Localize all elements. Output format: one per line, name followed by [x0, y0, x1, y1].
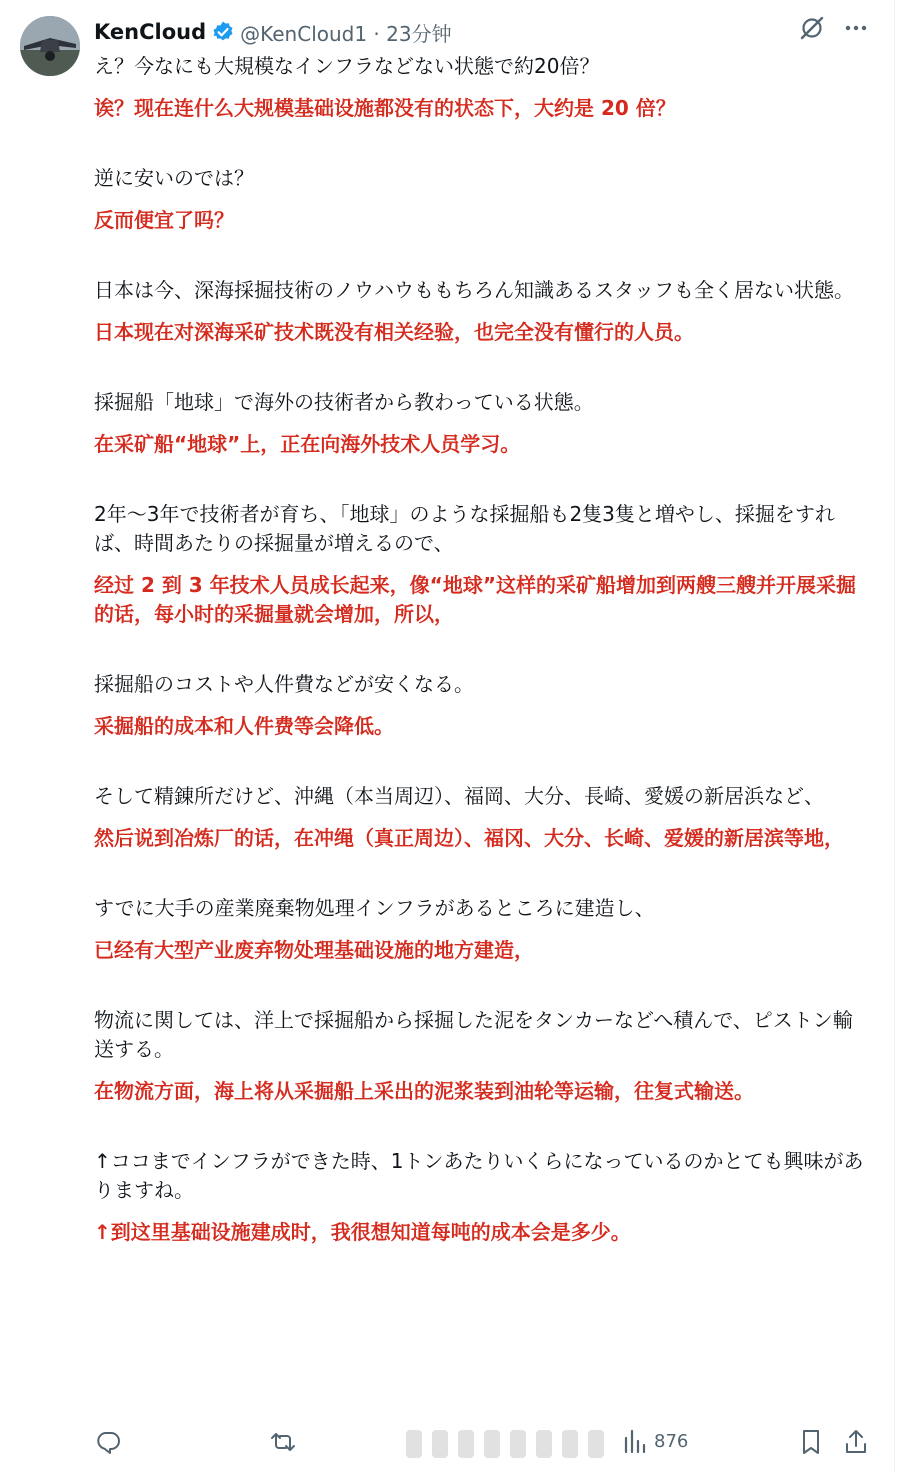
tweet-action-bar	[94, 1428, 874, 1462]
tweet-body	[94, 52, 872, 1247]
tweet-text-jp: 採掘船のコストや人件費などが安くなる。	[94, 672, 474, 696]
tweet-text-zh-translation: 采掘船的成本和人件费等会降低。	[94, 714, 394, 738]
avatar[interactable]	[20, 16, 80, 76]
handle-and-time[interactable]: @KenCloud1 · 23分钟	[240, 21, 452, 46]
tweet-text-jp: 逆に安いのでは？	[94, 166, 254, 190]
tweet-text-jp: 物流に関しては、洋上で採掘船から採掘した泥をタンカーなどへ積んで、ピストン輸送する。	[94, 1008, 853, 1061]
tweet-text-jp: 2年〜3年で技術者が育ち、「地球」のような採掘船も2隻3隻と増やし、採掘をすれば、時間あたりの採掘量が増えるので、	[94, 502, 835, 555]
bookmark-button[interactable]	[798, 1428, 824, 1456]
tweet-text-zh-translation: 反而便宜了吗？	[94, 208, 234, 232]
retweet-button[interactable]	[268, 1428, 298, 1456]
tweet-text-zh-translation: 然后说到冶炼厂的话，在冲绳（真正周边）、福冈、大分、长崎、爱媛的新居滨等地，	[94, 826, 844, 850]
author-name[interactable]: KenCloud	[94, 20, 207, 44]
reply-button[interactable]	[94, 1428, 122, 1456]
tweet-text-zh-translation: 经过 2 到 3 年技术人员成长起来，像“地球”这样的采矿船增加到两艘三艘并开展采掘的话，每小时的采掘量就会增加，所以，	[94, 573, 856, 626]
tweet-text-zh-translation: 已经有大型产业废弃物处理基础设施的地方建造，	[94, 938, 534, 962]
share-icon	[843, 1428, 869, 1456]
reply-icon	[94, 1428, 122, 1456]
tweet-text-jp: 採掘船「地球」で海外の技術者から教わっている状態。	[94, 390, 594, 414]
verified-badge-icon	[211, 20, 235, 44]
avatar-image	[20, 16, 80, 76]
tweet-text-jp: そして精錬所だけど、沖縄（本当周辺）、福岡、大分、長崎、愛媛の新居浜など、	[94, 784, 824, 808]
tweet-header	[94, 17, 452, 47]
more-icon[interactable]	[842, 14, 870, 42]
tweet-text-jp: ↑ココまでインフラができた時、1トンあたりいくらになっているのかとても興味がありますね。	[94, 1149, 864, 1202]
tweet-text-jp: え？今なにも大規模なインフラなどない状態で約20倍？	[94, 54, 600, 78]
tweet-text-zh-translation: 在物流方面，海上将从采掘船上采出的泥浆装到油轮等运输，往复式输送。	[94, 1079, 754, 1103]
tweet-top-actions	[798, 14, 870, 42]
bookmark-icon	[798, 1428, 824, 1456]
tweet-text-zh-translation: ↑到这里基础设施建成时，我很想知道每吨的成本会是多少。	[94, 1220, 631, 1244]
views-button[interactable]	[622, 1428, 688, 1454]
tweet-text-zh-translation: 日本现在对深海采矿技术既没有相关经验，也完全没有懂行的人员。	[94, 320, 694, 344]
share-button[interactable]	[843, 1428, 869, 1456]
blurred-stat-placeholder	[406, 1430, 604, 1458]
tweet-text-jp: 日本は今、深海採掘技術のノウハウももちろん知識あるスタッフも全く居ない状態。	[94, 278, 854, 302]
tweet-text-jp: すでに大手の産業廃棄物処理インフラがあるところに建造し、	[94, 896, 655, 920]
retweet-icon	[268, 1428, 298, 1456]
views-count: 876	[654, 1430, 689, 1452]
grok-icon[interactable]	[798, 14, 826, 42]
tweet-text-zh-translation: 诶？现在连什么大规模基础设施都没有的状态下，大约是 20 倍？	[94, 96, 676, 120]
tweet-text-zh-translation: 在采矿船“地球”上，正在向海外技术人员学习。	[94, 432, 521, 456]
views-icon	[622, 1428, 646, 1454]
